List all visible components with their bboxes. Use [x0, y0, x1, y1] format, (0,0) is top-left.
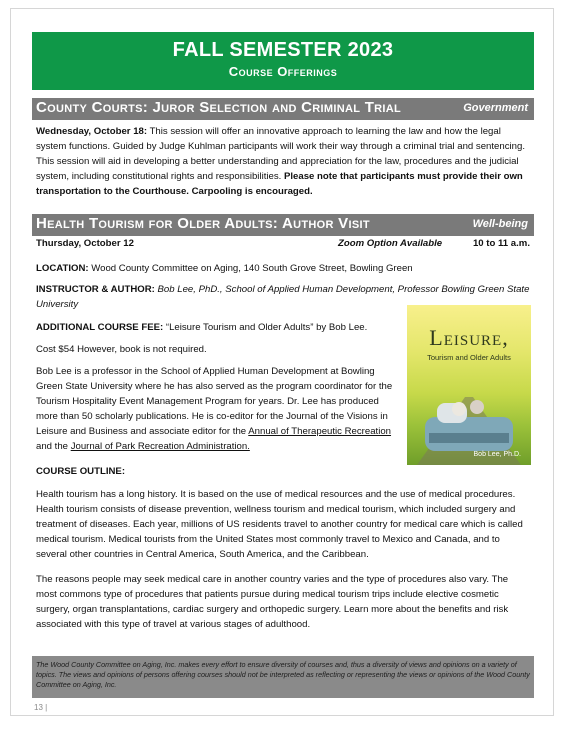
course-location	[36, 261, 530, 276]
book-title: Leisure,	[429, 325, 509, 350]
course-desc-text: This session will offer an innovative approach to learning the law and how the legal system functions. Guided by Judge Kuhlman participants will work their way through a criminal trial and sentencing. This session will aid in developing a better understanding and appreciation for the law, procedures and the judicial system, including constitutional rights and responsibilities.	[36, 126, 525, 182]
course-note: Please note that participants must provide their own transportation to the Courthouse. Carpooling is encouraged.	[36, 171, 523, 197]
course-schedule-row	[36, 238, 530, 253]
bio-text: Bob Lee is a professor in the School of Applied Human Development at Bowling Green State University where he has also served as the program coordinator for the Tourism Hospitality Event Management Program for years. Dr. Lee has produced more than 50 scholarly publications. He is co-editor for the Journal of the Visions in Leisure and Business and associate editor for the	[36, 366, 393, 437]
journal-link-annual[interactable]: Annual of Therapeutic Recreation	[248, 426, 392, 437]
bio-text-mid: and the	[36, 441, 71, 452]
course-header-health-tourism	[32, 214, 534, 236]
outline-paragraph: Health tourism has a long history. It is based on the use of medical resources and the use of medical procedures. Health tourism consists of disease prevention, wellness tourism and medical tourism, which included surgery and treatment of diseases. Each year, millions of US residents travel to another country for medical care which is called medical tourism. Medical tourists from the United States most commonly travel to Mexico and Canada, and to several other countries in Central America, South America, and the Caribbean.	[36, 489, 523, 560]
journal-link-park[interactable]: Journal of Park Recreation Administration.	[70, 441, 250, 452]
course-title: County Courts: Juror Selection and Criminal Trial	[36, 99, 402, 116]
disclaimer-box	[32, 656, 534, 698]
course-category: Well-being	[472, 218, 528, 230]
page-title: FALL SEMESTER 2023	[172, 39, 394, 61]
course-date: Thursday, October 12	[36, 238, 134, 249]
course-title: Health Tourism for Older Adults: Author Visit	[36, 215, 370, 232]
instructor-label: INSTRUCTOR & AUTHOR:	[36, 284, 155, 295]
course-description	[36, 124, 530, 199]
page-number: 13 |	[34, 703, 48, 712]
book-subtitle: Tourism and Older Adults	[427, 353, 511, 362]
course-time: 10 to 11 a.m.	[472, 238, 530, 249]
course-fee	[36, 320, 406, 335]
course-cost	[36, 342, 396, 357]
outline-paragraph: The reasons people may seek medical care in another country varies and the type of procedures also vary. The most commons type of procedures that patients pursue during medical tourism trips include elective cosmetic surgery, organ transplantations, cardiac surgery and orthopedic surgery. Learn more about the benefits and risk associated with this type of travel at various stages of adulthood.	[36, 574, 509, 630]
course-outline-p1	[36, 487, 530, 562]
zoom-option: Zoom Option Available	[338, 238, 443, 249]
instructor-bio	[36, 364, 398, 454]
course-date: Wednesday, October 18:	[36, 126, 148, 137]
disclaimer-text: The Wood County Committee on Aging, Inc. makes every effort to ensure diversity of courses and, thus a diversity of views and opinions on a variety of topics. The views and opinions of persons offering courses should not be interpreted as reflecting or representing the views or opinions of the Wood County Committee on Aging, Inc.	[36, 660, 530, 689]
cost-text: Cost $54 However, book is not required.	[36, 344, 207, 355]
fee-label: ADDITIONAL COURSE FEE:	[36, 322, 164, 333]
book-author: Bob Lee, Ph.D.	[473, 451, 521, 458]
outline-label: COURSE OUTLINE:	[36, 466, 126, 477]
course-category: Government	[463, 102, 528, 114]
course-outline-label	[36, 464, 530, 479]
location-text: Wood County Committee on Aging, 140 South Grove Street, Bowling Green	[88, 263, 413, 274]
page-subtitle: Course Offerings	[228, 64, 338, 79]
fee-text: “Leisure Tourism and Older Adults” by Bob Lee.	[163, 322, 368, 333]
course-header-county-courts	[32, 98, 534, 120]
location-label: LOCATION:	[36, 263, 89, 274]
header-banner	[32, 32, 534, 90]
book-cover-image	[407, 305, 531, 465]
instructor-text: Bob Lee, PhD., School of Applied Human Development, Professor Bowling Green State University	[36, 284, 530, 310]
course-outline-p2	[36, 572, 530, 632]
